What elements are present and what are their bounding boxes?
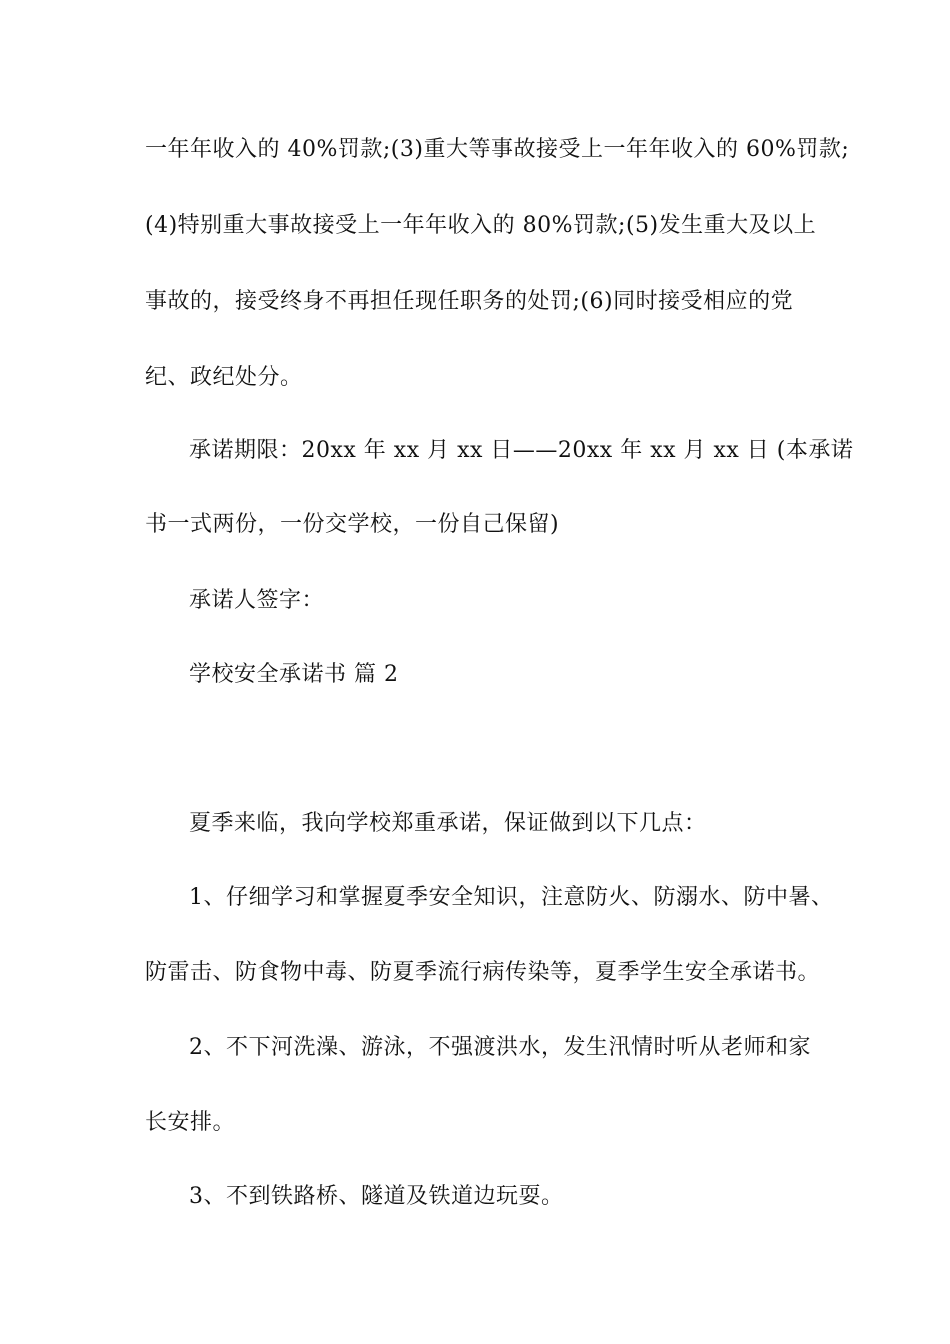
paragraph-line: 3、不到铁路桥、隧道及铁道边玩耍。 [189,1184,564,1209]
paragraph-line: 事故的，接受终身不再担任现任职务的处罚;(6)同时接受相应的党 [145,289,794,314]
paragraph-line: 2、不下河洗澡、游泳，不强渡洪水，发生汛情时听从老师和家 [189,1035,811,1060]
paragraph-line: 承诺期限：20xx 年 xx 月 xx 日——20xx 年 xx 月 xx 日 (本承诺 [189,438,854,463]
paragraph-line: 一年年收入的 40%罚款;(3)重大等事故接受上一年年收入的 60%罚款; [145,137,850,162]
paragraph-line: 长安排。 [145,1110,236,1135]
paragraph-line: 防雷击、防食物中毒、防夏季流行病传染等，夏季学生安全承诺书。 [145,960,821,985]
paragraph-line: 1、仔细学习和掌握夏季安全知识，注意防火、防溺水、防中暑、 [189,885,834,910]
signature-label: 承诺人签字： [189,588,325,613]
paragraph-line: 纪、政纪处分。 [145,365,303,390]
paragraph-line: 夏季来临，我向学校郑重承诺，保证做到以下几点： [189,811,707,836]
paragraph-line: (4)特别重大事故接受上一年年收入的 80%罚款;(5)发生重大及以上 [145,213,817,238]
paragraph-line: 书一式两份，一份交学校，一份自己保留) [145,512,560,537]
section-heading: 学校安全承诺书 篇 2 [189,662,399,687]
